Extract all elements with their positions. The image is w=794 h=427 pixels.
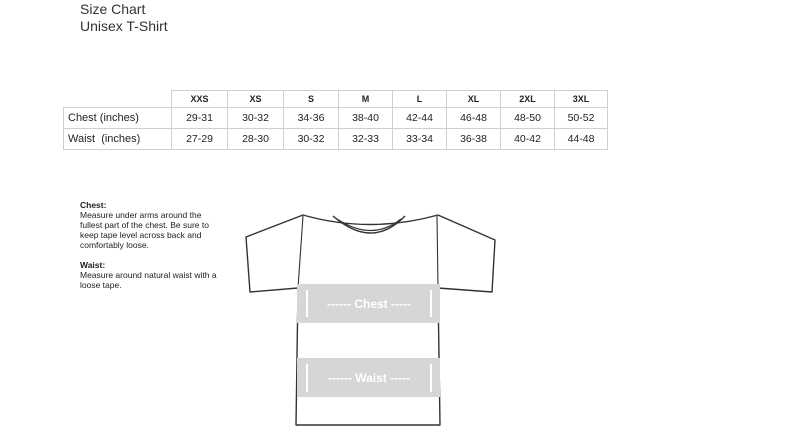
size-header-xs: XS [228,91,284,108]
table-cell: 40-42 [501,129,555,150]
size-header-row [64,91,608,108]
table-cell: 50-52 [555,108,608,129]
chest-instructions: Measure under arms around the fullest part of the chest. Be sure to keep tape level across back and comfortably loose. [80,210,209,250]
waist-instructions: Measure around natural waist with a loose tape. [80,270,217,290]
table-cell: 46-48 [447,108,501,129]
chest-label: ------ Chest ----- [327,297,411,311]
table-row-waist [64,129,608,150]
waist-label: ------ Waist ----- [327,371,411,385]
table-cell: 32-33 [339,129,393,150]
waist-heading: Waist: [80,260,106,270]
table-cell: 30-32 [284,129,339,150]
table-cell: 48-50 [501,108,555,129]
chest-heading: Chest: [80,200,107,210]
table-cell: 30-32 [228,108,284,129]
table-cell: 34-36 [284,108,339,129]
size-header-2xl: 2XL [501,91,555,108]
row-label-chest: Chest (inches) [64,108,172,129]
tshirt-diagram [240,210,500,427]
table-cell: 28-30 [228,129,284,150]
table-cell: 42-44 [393,108,447,129]
size-table [63,90,608,150]
table-cell: 29-31 [172,108,228,129]
table-corner [64,91,172,108]
size-header-xl: XL [447,91,501,108]
table-cell: 38-40 [339,108,393,129]
table-cell: 27-29 [172,129,228,150]
size-header-s: S [284,91,339,108]
measure-guide [80,200,220,300]
table-cell: 44-48 [555,129,608,150]
row-label-waist: Waist (inches) [64,129,172,150]
table-cell: 36-38 [447,129,501,150]
page-subtitle: Unisex T-Shirt [80,18,168,34]
size-header-3xl: 3XL [555,91,608,108]
table-cell: 33-34 [393,129,447,150]
page-title: Size Chart [80,1,146,17]
table-row-chest [64,108,608,129]
size-header-xxs: XXS [172,91,228,108]
size-header-l: L [393,91,447,108]
size-header-m: M [339,91,393,108]
